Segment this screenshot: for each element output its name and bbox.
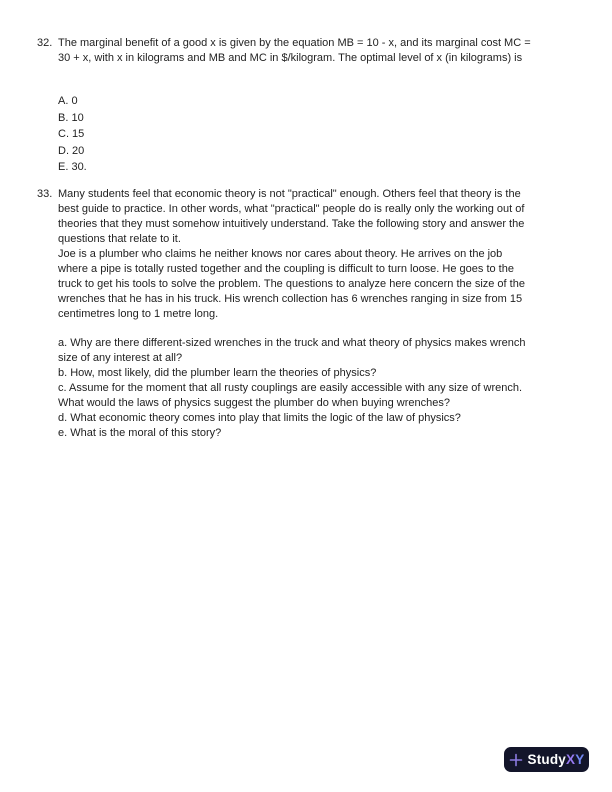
option-c: C. 15 — [58, 128, 85, 140]
option-e: E. 30. — [58, 161, 87, 173]
question-33-story-line-2: where a pipe is totally rusted together and the coupling is difficult to turn loose. He goes to the — [58, 262, 514, 275]
subquestion-a-line-1: a. Why are there different-sized wrenches in the truck and what theory of physics makes wrench — [58, 336, 526, 349]
question-33-intro-line-4: questions that relate to it. — [58, 232, 181, 245]
question-32-text — [58, 36, 585, 66]
question-32-number: 32. — [37, 37, 53, 49]
question-33 — [37, 187, 585, 441]
question-33-intro-line-3: theories that they must somehow intuitively understand. Take the following story and answer the — [58, 217, 525, 230]
question-32 — [37, 36, 585, 176]
question-32-body — [58, 36, 585, 176]
question-33-number: 33. — [37, 187, 53, 200]
subquestion-e: e. What is the moral of this story? — [58, 426, 222, 439]
question-33-story-line-4: wrenches that he has in his truck. His wrench collection has 6 wrenches ranging in size from 15 — [58, 292, 523, 305]
subquestion-c-line-1: c. Assume for the moment that all rusty couplings are easily accessible with any size of wrench. — [58, 381, 523, 394]
logo-text-y: Y — [575, 752, 585, 767]
logo-text-main: Study — [527, 752, 567, 767]
option-d: D. 20 — [58, 144, 85, 157]
question-32-text-line-1: The marginal benefit of a good x is given by the equation MB = 10 - x, and its marginal cost MC = — [58, 37, 531, 49]
subquestion-a-line-2: size of any interest at all? — [58, 351, 183, 364]
plus-icon — [509, 753, 523, 767]
question-32-options — [58, 93, 585, 176]
question-33-story-line-3: truck to get his tools to solve the problem. The questions to analyze here concern the size of the — [58, 277, 525, 290]
page-content — [37, 36, 585, 441]
question-33-intro — [58, 187, 585, 322]
subquestion-d: d. What economic theory comes into play that limits the logic of the law of physics? — [58, 411, 461, 424]
question-33-body — [58, 187, 585, 441]
subquestion-b: b. How, most likely, did the plumber learn the theories of physics? — [58, 366, 377, 379]
logo-text-x: X — [566, 752, 576, 767]
question-33-intro-line-2: best guide to practice. In other words, what "practical" people do is really only the working out of — [58, 202, 525, 215]
question-33-story-line-1: Joe is a plumber who claims he neither knows nor cares about theory. He arrives on the job — [58, 247, 503, 260]
question-33-story-line-5: centimetres long to 1 metre long. — [58, 307, 219, 320]
question-33-intro-line-1: Many students feel that economic theory is not "practical" enough. Others feel that theory is the — [58, 187, 521, 200]
option-a: A. 0 — [58, 95, 78, 107]
studyxy-logo-badge — [504, 747, 589, 772]
question-33-subquestions — [58, 336, 585, 441]
logo-text — [528, 747, 585, 772]
question-32-text-line-2: 30 + x, with x in kilograms and MB and MC in $/kilogram. The optimal level of x (in kilograms) is — [58, 52, 523, 64]
option-b: B. 10 — [58, 111, 84, 124]
subquestion-c-line-2: What would the laws of physics suggest the plumber do when buying wrenches? — [58, 396, 450, 409]
